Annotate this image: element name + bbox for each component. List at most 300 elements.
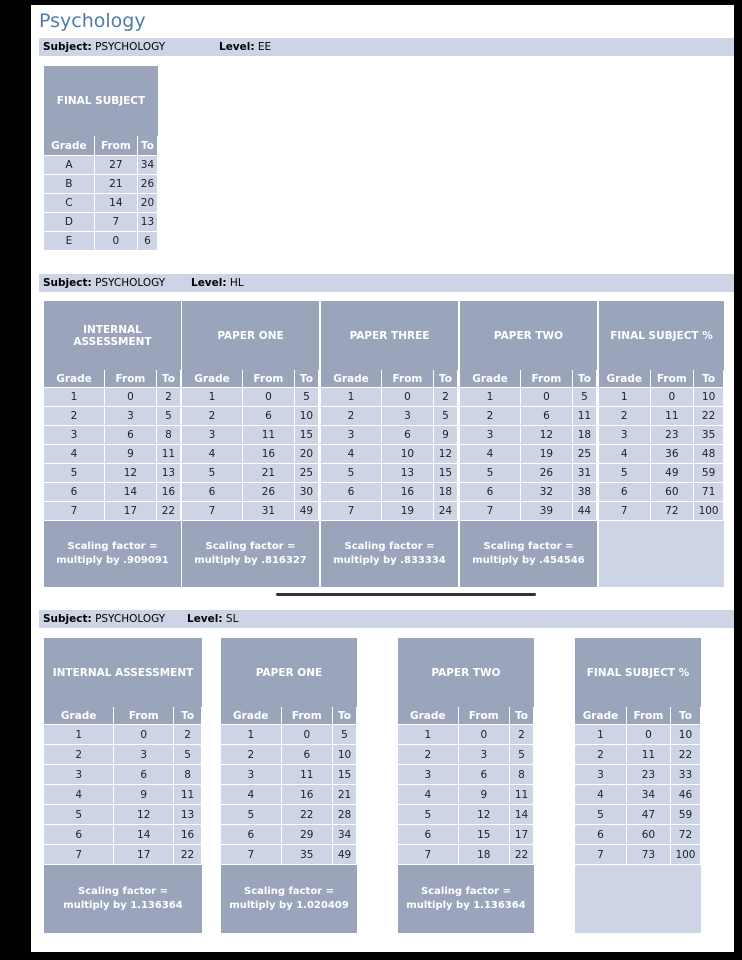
table-row <box>398 765 534 785</box>
table-cell: 5 <box>294 388 318 407</box>
table-cell: 100 <box>694 502 724 521</box>
scaling-factor-label: Scaling factor = <box>344 541 435 552</box>
table-cell: 1 <box>599 388 650 407</box>
level-value: HL <box>229 277 244 289</box>
table-row <box>321 426 458 445</box>
table-cell: E <box>44 232 94 251</box>
table-cell: 4 <box>460 445 521 464</box>
table-cell: 1 <box>182 388 243 407</box>
table-cell: 20 <box>294 445 318 464</box>
table-cell: 11 <box>156 445 180 464</box>
grade-boundary-table <box>221 707 357 865</box>
table-cell: 3 <box>599 426 650 445</box>
table-row <box>599 445 724 464</box>
table-cell: 0 <box>94 232 137 251</box>
table-cell: 2 <box>510 725 534 745</box>
table-cell: 12 <box>114 805 174 825</box>
table-cell: 3 <box>382 407 434 426</box>
table-cell: 2 <box>221 745 281 765</box>
table-cell: 35 <box>694 426 724 445</box>
table-cell: 3 <box>221 765 281 785</box>
table-cell: 5 <box>572 388 596 407</box>
scaling-factor-label: Scaling factor = <box>244 886 334 897</box>
table-cell: 8 <box>510 765 534 785</box>
table-row <box>460 388 597 407</box>
table-row <box>44 825 202 845</box>
table-row <box>182 388 319 407</box>
table-row <box>460 407 597 426</box>
table-cell: 21 <box>94 175 137 194</box>
table-row <box>460 483 597 502</box>
column-header: Grade <box>221 707 281 725</box>
table-cell: 72 <box>670 825 700 845</box>
table-row <box>575 805 701 825</box>
table-cell: 8 <box>156 426 180 445</box>
scaling-factor-box <box>398 865 534 933</box>
table-row <box>182 407 319 426</box>
hl-component-block <box>460 301 597 587</box>
table-cell: 3 <box>575 765 626 785</box>
table-cell: 9 <box>458 785 509 805</box>
column-header: From <box>105 370 157 388</box>
table-cell: 4 <box>321 445 382 464</box>
table-row <box>599 483 724 502</box>
column-header: To <box>433 370 457 388</box>
table-cell: 9 <box>105 445 157 464</box>
table-cell: 0 <box>382 388 434 407</box>
table-cell: 6 <box>321 483 382 502</box>
table-cell: 3 <box>182 426 243 445</box>
table-cell: 7 <box>599 502 650 521</box>
table-row <box>599 464 724 483</box>
component-title: PAPER ONE <box>182 301 319 370</box>
table-cell: 0 <box>114 725 174 745</box>
table-cell: 100 <box>670 845 700 865</box>
table-cell: 11 <box>281 765 332 785</box>
table-row <box>398 745 534 765</box>
subject-bar-hl <box>39 274 734 292</box>
table-cell: 25 <box>572 445 596 464</box>
grade-boundary-table <box>460 370 597 521</box>
grade-boundary-table <box>182 370 319 521</box>
table-row <box>44 445 181 464</box>
table-cell: 11 <box>174 785 202 805</box>
scaling-factor-label: Scaling factor = <box>67 541 158 552</box>
table-row <box>44 765 202 785</box>
level-label: Level: <box>187 613 223 625</box>
table-cell: A <box>44 156 94 175</box>
table-cell: 24 <box>433 502 457 521</box>
table-cell: 2 <box>156 388 180 407</box>
table-cell: 3 <box>398 765 458 785</box>
table-cell: 22 <box>694 407 724 426</box>
table-cell: 47 <box>626 805 670 825</box>
table-cell: 7 <box>460 502 521 521</box>
table-cell: 15 <box>433 464 457 483</box>
table-row <box>44 502 181 521</box>
table-cell: 12 <box>458 805 509 825</box>
table-row <box>221 805 357 825</box>
scaling-factor-value: multiply by 1.136364 <box>63 900 183 911</box>
table-row <box>398 845 534 865</box>
component-title: INTERNAL ASSESSMENT <box>44 301 181 370</box>
table-row <box>44 175 158 194</box>
table-row <box>182 502 319 521</box>
table-cell: 49 <box>650 464 694 483</box>
table-cell: 5 <box>510 745 534 765</box>
table-row <box>321 388 458 407</box>
table-cell: 3 <box>460 426 521 445</box>
table-row <box>44 464 181 483</box>
table-row <box>321 407 458 426</box>
level-text <box>219 38 271 56</box>
table-row <box>44 785 202 805</box>
table-cell: 19 <box>382 502 434 521</box>
table-cell: B <box>44 175 94 194</box>
table-row <box>460 502 597 521</box>
table-cell: 3 <box>458 745 509 765</box>
table-cell: 2 <box>44 407 105 426</box>
table-cell: 11 <box>572 407 596 426</box>
grade-boundary-table <box>44 370 181 521</box>
table-cell: 5 <box>44 464 105 483</box>
scaling-factor-box <box>599 521 724 587</box>
table-row <box>44 845 202 865</box>
table-cell: 34 <box>137 156 157 175</box>
subject-value: PSYCHOLOGY <box>95 277 166 289</box>
component-title: FINAL SUBJECT % <box>599 301 724 370</box>
table-cell: 8 <box>174 765 202 785</box>
table-cell: 12 <box>521 426 573 445</box>
table-cell: 49 <box>333 845 357 865</box>
column-header: Grade <box>44 370 105 388</box>
table-row <box>575 845 701 865</box>
table-cell: 34 <box>626 785 670 805</box>
table-cell: 72 <box>650 502 694 521</box>
scaling-factor-box <box>221 865 357 933</box>
table-cell: 9 <box>114 785 174 805</box>
table-cell: 13 <box>382 464 434 483</box>
table-cell: 16 <box>382 483 434 502</box>
table-cell: 2 <box>174 725 202 745</box>
table-cell: 0 <box>521 388 573 407</box>
scaling-factor-value: multiply by .833334 <box>333 555 446 566</box>
hl-component-block <box>44 301 181 587</box>
table-cell: 18 <box>433 483 457 502</box>
table-row <box>321 445 458 464</box>
table-cell: 38 <box>572 483 596 502</box>
table-cell: 17 <box>114 845 174 865</box>
table-cell: 21 <box>243 464 295 483</box>
table-row <box>321 464 458 483</box>
sl-component-block <box>575 638 701 933</box>
hl-component-block <box>321 301 458 587</box>
component-title: FINAL SUBJECT % <box>575 638 701 707</box>
table-cell: 73 <box>626 845 670 865</box>
table-cell: D <box>44 213 94 232</box>
table-cell: 31 <box>243 502 295 521</box>
table-cell: 6 <box>221 825 281 845</box>
table-cell: 5 <box>433 407 457 426</box>
table-row <box>460 445 597 464</box>
table-cell: 1 <box>575 725 626 745</box>
table-cell: 10 <box>294 407 318 426</box>
table-row <box>182 464 319 483</box>
table-row <box>221 785 357 805</box>
scaling-factor-value: multiply by .454546 <box>472 555 585 566</box>
table-cell: 46 <box>670 785 700 805</box>
page-title: Psychology <box>39 10 146 32</box>
table-cell: 5 <box>575 805 626 825</box>
table-cell: 15 <box>333 765 357 785</box>
table-row <box>221 725 357 745</box>
table-row <box>575 745 701 765</box>
hl-component-block <box>599 301 724 587</box>
table-row <box>44 745 202 765</box>
table-cell: 6 <box>398 825 458 845</box>
table-cell: 18 <box>572 426 596 445</box>
scaling-factor-label: Scaling factor = <box>78 886 168 897</box>
table-cell: 6 <box>105 426 157 445</box>
column-header: From <box>650 370 694 388</box>
column-header: Grade <box>398 707 458 725</box>
table-cell: 34 <box>333 825 357 845</box>
table-row <box>221 745 357 765</box>
column-header: To <box>572 370 596 388</box>
table-cell: 22 <box>510 845 534 865</box>
table-cell: 5 <box>333 725 357 745</box>
subject-label: Subject: <box>43 613 92 625</box>
table-cell: C <box>44 194 94 213</box>
table-cell: 3 <box>44 426 105 445</box>
table-row <box>44 194 158 213</box>
ee-final-subject-table <box>44 136 158 251</box>
table-row <box>44 213 158 232</box>
table-row <box>44 426 181 445</box>
level-value: EE <box>257 41 272 53</box>
grade-boundary-table <box>398 707 534 865</box>
table-cell: 2 <box>599 407 650 426</box>
subject-bar-sl <box>39 610 734 628</box>
table-cell: 36 <box>650 445 694 464</box>
table-cell: 22 <box>281 805 332 825</box>
table-cell: 20 <box>137 194 157 213</box>
table-cell: 44 <box>572 502 596 521</box>
grade-boundary-table <box>575 707 701 865</box>
table-cell: 60 <box>626 825 670 845</box>
column-header: Grade <box>575 707 626 725</box>
table-row <box>44 388 181 407</box>
table-cell: 5 <box>182 464 243 483</box>
table-cell: 31 <box>572 464 596 483</box>
component-title: PAPER ONE <box>221 638 357 707</box>
table-cell: 29 <box>281 825 332 845</box>
column-header: From <box>114 707 174 725</box>
table-cell: 5 <box>599 464 650 483</box>
table-cell: 10 <box>333 745 357 765</box>
table-cell: 6 <box>114 765 174 785</box>
table-cell: 7 <box>575 845 626 865</box>
table-cell: 7 <box>182 502 243 521</box>
table-cell: 6 <box>182 483 243 502</box>
table-row <box>575 765 701 785</box>
table-cell: 5 <box>460 464 521 483</box>
table-cell: 0 <box>105 388 157 407</box>
sl-component-block <box>44 638 202 933</box>
table-cell: 4 <box>44 445 105 464</box>
column-header: From <box>281 707 332 725</box>
table-cell: 49 <box>294 502 318 521</box>
table-cell: 14 <box>94 194 137 213</box>
table-row <box>575 825 701 845</box>
table-cell: 1 <box>398 725 458 745</box>
scaling-factor-box <box>44 865 202 933</box>
table-cell: 6 <box>521 407 573 426</box>
table-cell: 14 <box>510 805 534 825</box>
table-cell: 5 <box>156 407 180 426</box>
table-row <box>321 483 458 502</box>
table-cell: 21 <box>333 785 357 805</box>
component-title: INTERNAL ASSESSMENT <box>44 638 202 707</box>
level-value: SL <box>225 613 239 625</box>
table-cell: 18 <box>458 845 509 865</box>
table-cell: 1 <box>44 725 114 745</box>
column-header: From <box>382 370 434 388</box>
table-cell: 0 <box>626 725 670 745</box>
table-cell: 16 <box>156 483 180 502</box>
table-row <box>44 156 158 175</box>
subject-label: Subject: <box>43 277 92 289</box>
subject-value: PSYCHOLOGY <box>95 41 166 53</box>
sl-component-block <box>398 638 534 933</box>
column-header: To <box>174 707 202 725</box>
table-cell: 22 <box>174 845 202 865</box>
table-cell: 7 <box>398 845 458 865</box>
table-cell: 3 <box>44 765 114 785</box>
table-cell: 2 <box>460 407 521 426</box>
table-cell: 22 <box>156 502 180 521</box>
ee-final-subject-title: FINAL SUBJECT <box>44 66 158 136</box>
table-cell: 2 <box>321 407 382 426</box>
table-cell: 6 <box>137 232 157 251</box>
table-cell: 0 <box>243 388 295 407</box>
table-row <box>44 805 202 825</box>
column-header: Grade <box>44 707 114 725</box>
table-cell: 2 <box>44 745 114 765</box>
level-text <box>187 610 238 628</box>
scaling-factor-label: Scaling factor = <box>421 886 511 897</box>
table-cell: 0 <box>458 725 509 745</box>
table-row <box>460 464 597 483</box>
table-cell: 12 <box>433 445 457 464</box>
table-row <box>221 845 357 865</box>
column-header: Grade <box>321 370 382 388</box>
table-row <box>599 388 724 407</box>
scaling-factor-box <box>321 521 458 587</box>
table-cell: 6 <box>243 407 295 426</box>
table-cell: 5 <box>174 745 202 765</box>
table-cell: 4 <box>182 445 243 464</box>
table-cell: 0 <box>650 388 694 407</box>
table-cell: 4 <box>44 785 114 805</box>
table-row <box>599 426 724 445</box>
table-cell: 13 <box>156 464 180 483</box>
table-cell: 5 <box>221 805 281 825</box>
column-header: From <box>626 707 670 725</box>
table-cell: 1 <box>221 725 281 745</box>
table-cell: 30 <box>294 483 318 502</box>
table-cell: 16 <box>281 785 332 805</box>
column-header: Grade <box>599 370 650 388</box>
column-header: From <box>521 370 573 388</box>
table-cell: 26 <box>521 464 573 483</box>
component-title: PAPER THREE <box>321 301 458 370</box>
subject-label: Subject: <box>43 41 92 53</box>
table-cell: 71 <box>694 483 724 502</box>
table-cell: 19 <box>521 445 573 464</box>
subject-text <box>43 610 165 628</box>
table-cell: 10 <box>670 725 700 745</box>
table-row <box>182 445 319 464</box>
table-cell: 2 <box>433 388 457 407</box>
table-cell: 26 <box>243 483 295 502</box>
table-cell: 28 <box>333 805 357 825</box>
column-header: To <box>694 370 724 388</box>
table-cell: 3 <box>105 407 157 426</box>
table-cell: 6 <box>44 483 105 502</box>
table-cell: 2 <box>575 745 626 765</box>
column-header: From <box>94 136 137 156</box>
grade-boundary-table <box>599 370 724 521</box>
subject-value: PSYCHOLOGY <box>95 613 166 625</box>
table-cell: 32 <box>521 483 573 502</box>
table-cell: 13 <box>137 213 157 232</box>
subject-text <box>43 38 165 56</box>
table-cell: 11 <box>510 785 534 805</box>
table-cell: 6 <box>458 765 509 785</box>
scaling-factor-box <box>44 521 181 587</box>
table-cell: 7 <box>44 502 105 521</box>
scaling-factor-box <box>575 865 701 933</box>
table-row <box>221 825 357 845</box>
table-cell: 59 <box>694 464 724 483</box>
table-row <box>44 483 181 502</box>
column-header: From <box>458 707 509 725</box>
table-cell: 1 <box>44 388 105 407</box>
table-cell: 12 <box>105 464 157 483</box>
table-row <box>398 805 534 825</box>
table-cell: 1 <box>321 388 382 407</box>
table-row <box>44 407 181 426</box>
table-row <box>460 426 597 445</box>
table-cell: 14 <box>105 483 157 502</box>
scroll-indicator <box>276 593 536 596</box>
table-row <box>221 765 357 785</box>
ee-final-subject-block <box>44 66 158 251</box>
column-header: Grade <box>182 370 243 388</box>
grade-boundary-table <box>321 370 458 521</box>
table-cell: 14 <box>114 825 174 845</box>
component-title: PAPER TWO <box>460 301 597 370</box>
table-row <box>321 502 458 521</box>
table-cell: 5 <box>321 464 382 483</box>
table-cell: 23 <box>650 426 694 445</box>
column-header: To <box>294 370 318 388</box>
table-row <box>398 725 534 745</box>
table-cell: 6 <box>460 483 521 502</box>
table-cell: 7 <box>221 845 281 865</box>
table-cell: 6 <box>575 825 626 845</box>
